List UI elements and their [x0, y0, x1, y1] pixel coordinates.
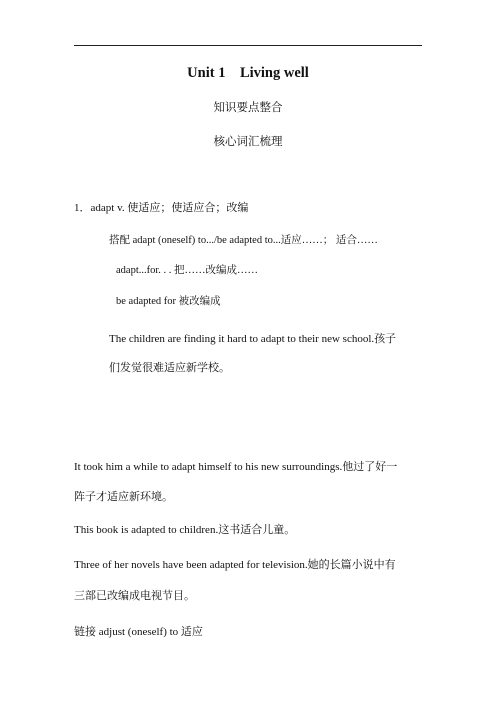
link-note: 链接 adjust (oneself) to 适应 [74, 626, 203, 638]
header-rule [74, 45, 422, 46]
unit-title: Unit 1 Living well [187, 65, 309, 81]
example-2-line-2: 阵子才适应新环境。 [74, 491, 173, 503]
example-4-line-1: Three of her novels have been adapted for television.她的长篇小说中有 [74, 559, 396, 571]
example-1-line-1: The children are finding it hard to adapt to their new school.孩子 [109, 333, 397, 345]
collocation-line-1: 搭配 adapt (oneself) to.../be adapted to...适应……； 适合…… [109, 235, 378, 246]
collocation-line-2: adapt...for. . . 把……改编成…… [116, 265, 259, 276]
example-1-line-2: 们发觉很难适应新学校。 [109, 362, 230, 374]
example-2-line-1: It took him a while to adapt himself to his new surroundings.他过了好一 [74, 461, 398, 473]
example-4-line-2: 三部已改编成电视节目。 [74, 590, 195, 602]
example-3: This book is adapted to children.这书适合儿童。 [74, 524, 296, 536]
collocation-line-3: be adapted for 被改编成 [116, 296, 221, 307]
section-subtitle-knowledge: 知识要点整合 [213, 102, 283, 114]
entry-heading: 1．adapt v. 使适应；使适应合；改编 [74, 202, 249, 214]
section-subtitle-vocabulary: 核心词汇梳理 [213, 136, 283, 148]
